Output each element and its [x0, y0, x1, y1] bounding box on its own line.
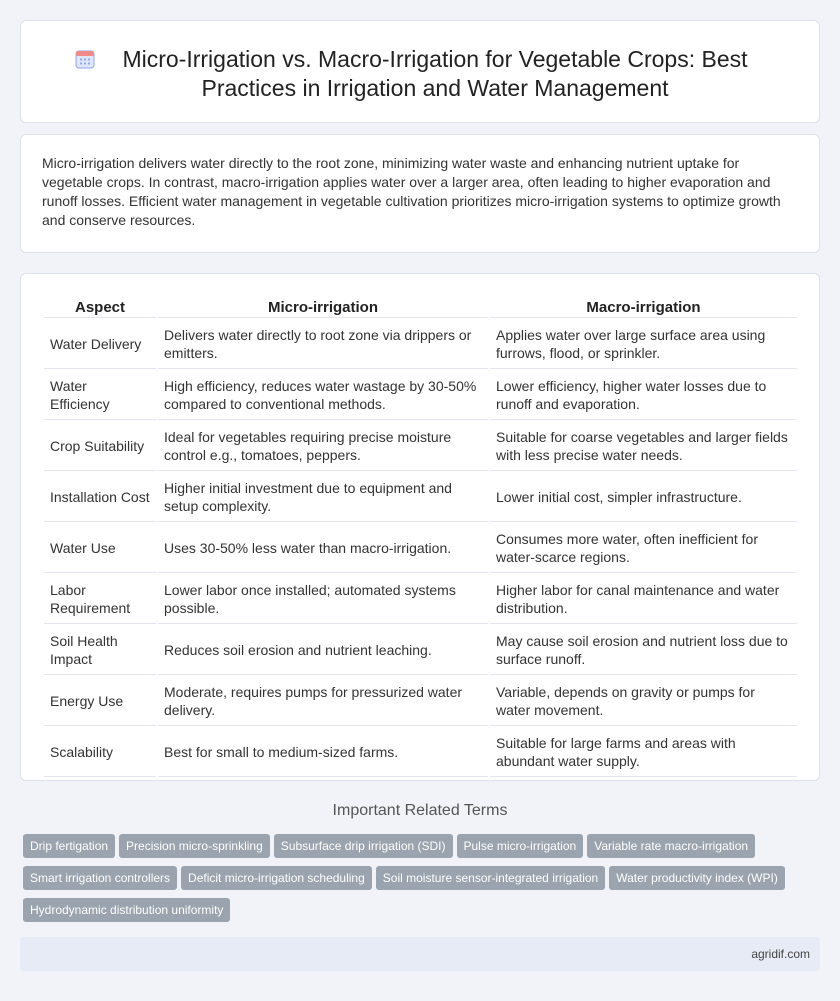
cell-macro: Suitable for coarse vegetables and larger fields with less precise water needs. — [490, 422, 797, 471]
cell-aspect: Water Use — [44, 524, 156, 573]
cell-macro: Lower initial cost, simpler infrastructure. — [490, 473, 797, 522]
related-terms-list — [23, 834, 823, 930]
cell-macro: May cause soil erosion and nutrient loss due to surface runoff. — [490, 626, 797, 675]
header-card — [20, 20, 820, 123]
cell-aspect: Labor Requirement — [44, 575, 156, 624]
cell-micro: Best for small to medium-sized farms. — [158, 728, 488, 777]
cell-micro: Lower labor once installed; automated systems possible. — [158, 575, 488, 624]
cell-micro: Moderate, requires pumps for pressurized water delivery. — [158, 677, 488, 726]
cell-aspect: Energy Use — [44, 677, 156, 726]
related-terms-title: Important Related Terms — [332, 802, 508, 819]
page-title: Micro-Irrigation vs. Macro-Irrigation for Vegetable Crops: Best Practices in Irrigation and Water Management — [122, 46, 748, 101]
related-term-tag[interactable]: Subsurface drip irrigation (SDI) — [274, 834, 453, 858]
cell-micro: Uses 30-50% less water than macro-irrigation. — [158, 524, 488, 573]
cell-micro: Higher initial investment due to equipment and setup complexity. — [158, 473, 488, 522]
table-row — [44, 677, 797, 726]
related-term-tag[interactable]: Precision micro-sprinkling — [119, 834, 270, 858]
cell-aspect: Scalability — [44, 728, 156, 777]
table-row — [44, 626, 797, 675]
related-term-tag[interactable]: Pulse micro-irrigation — [457, 834, 584, 858]
cell-micro: Ideal for vegetables requiring precise moisture control e.g., tomatoes, peppers. — [158, 422, 488, 471]
header-macro: Macro-irrigation — [490, 298, 797, 318]
related-term-tag[interactable]: Drip fertigation — [23, 834, 115, 858]
intro-paragraph: Micro-irrigation delivers water directly to the root zone, minimizing water waste and enhancing nutrient uptake for vegetable crops. In contrast, macro-irrigation applies water over a larger area, often leading to higher evaporation and runoff losses. Efficient water management in vegetable cultivation prioritizes micro-irrigation systems to optimize growth and conserve resources. — [42, 155, 781, 228]
footer — [20, 937, 820, 971]
cell-macro: Suitable for large farms and areas with abundant water supply. — [490, 728, 797, 777]
table-row — [44, 320, 797, 369]
footer-site[interactable]: agridif.com — [751, 947, 810, 961]
cell-macro: Variable, depends on gravity or pumps for water movement. — [490, 677, 797, 726]
related-term-tag[interactable]: Variable rate macro-irrigation — [587, 834, 755, 858]
cell-aspect: Water Delivery — [44, 320, 156, 369]
comparison-table — [42, 296, 799, 779]
header-aspect: Aspect — [44, 298, 156, 318]
related-term-tag[interactable]: Water productivity index (WPI) — [609, 866, 785, 890]
table-row — [44, 473, 797, 522]
intro-card — [20, 134, 820, 253]
related-term-tag[interactable]: Deficit micro-irrigation scheduling — [181, 866, 372, 890]
cell-macro: Higher labor for canal maintenance and water distribution. — [490, 575, 797, 624]
cell-macro: Consumes more water, often inefficient for water-scarce regions. — [490, 524, 797, 573]
cell-micro: Reduces soil erosion and nutrient leaching. — [158, 626, 488, 675]
cell-micro: High efficiency, reduces water wastage by 30-50% compared to conventional methods. — [158, 371, 488, 420]
cell-macro: Lower efficiency, higher water losses due to runoff and evaporation. — [490, 371, 797, 420]
table-row — [44, 371, 797, 420]
cell-aspect: Water Efficiency — [44, 371, 156, 420]
cell-macro: Applies water over large surface area using furrows, flood, or sprinkler. — [490, 320, 797, 369]
cell-aspect: Installation Cost — [44, 473, 156, 522]
cell-micro: Delivers water directly to root zone via drippers or emitters. — [158, 320, 488, 369]
comparison-table-card — [20, 273, 820, 781]
related-term-tag[interactable]: Soil moisture sensor-integrated irrigation — [376, 866, 605, 890]
related-term-tag[interactable]: Hydrodynamic distribution uniformity — [23, 898, 230, 922]
table-row — [44, 524, 797, 573]
table-row — [44, 575, 797, 624]
related-term-tag[interactable]: Smart irrigation controllers — [23, 866, 177, 890]
cell-aspect: Crop Suitability — [44, 422, 156, 471]
table-row — [44, 728, 797, 777]
table-header-row — [44, 298, 797, 318]
cell-aspect: Soil Health Impact — [44, 626, 156, 675]
table-row — [44, 422, 797, 471]
header-micro: Micro-irrigation — [158, 298, 488, 318]
